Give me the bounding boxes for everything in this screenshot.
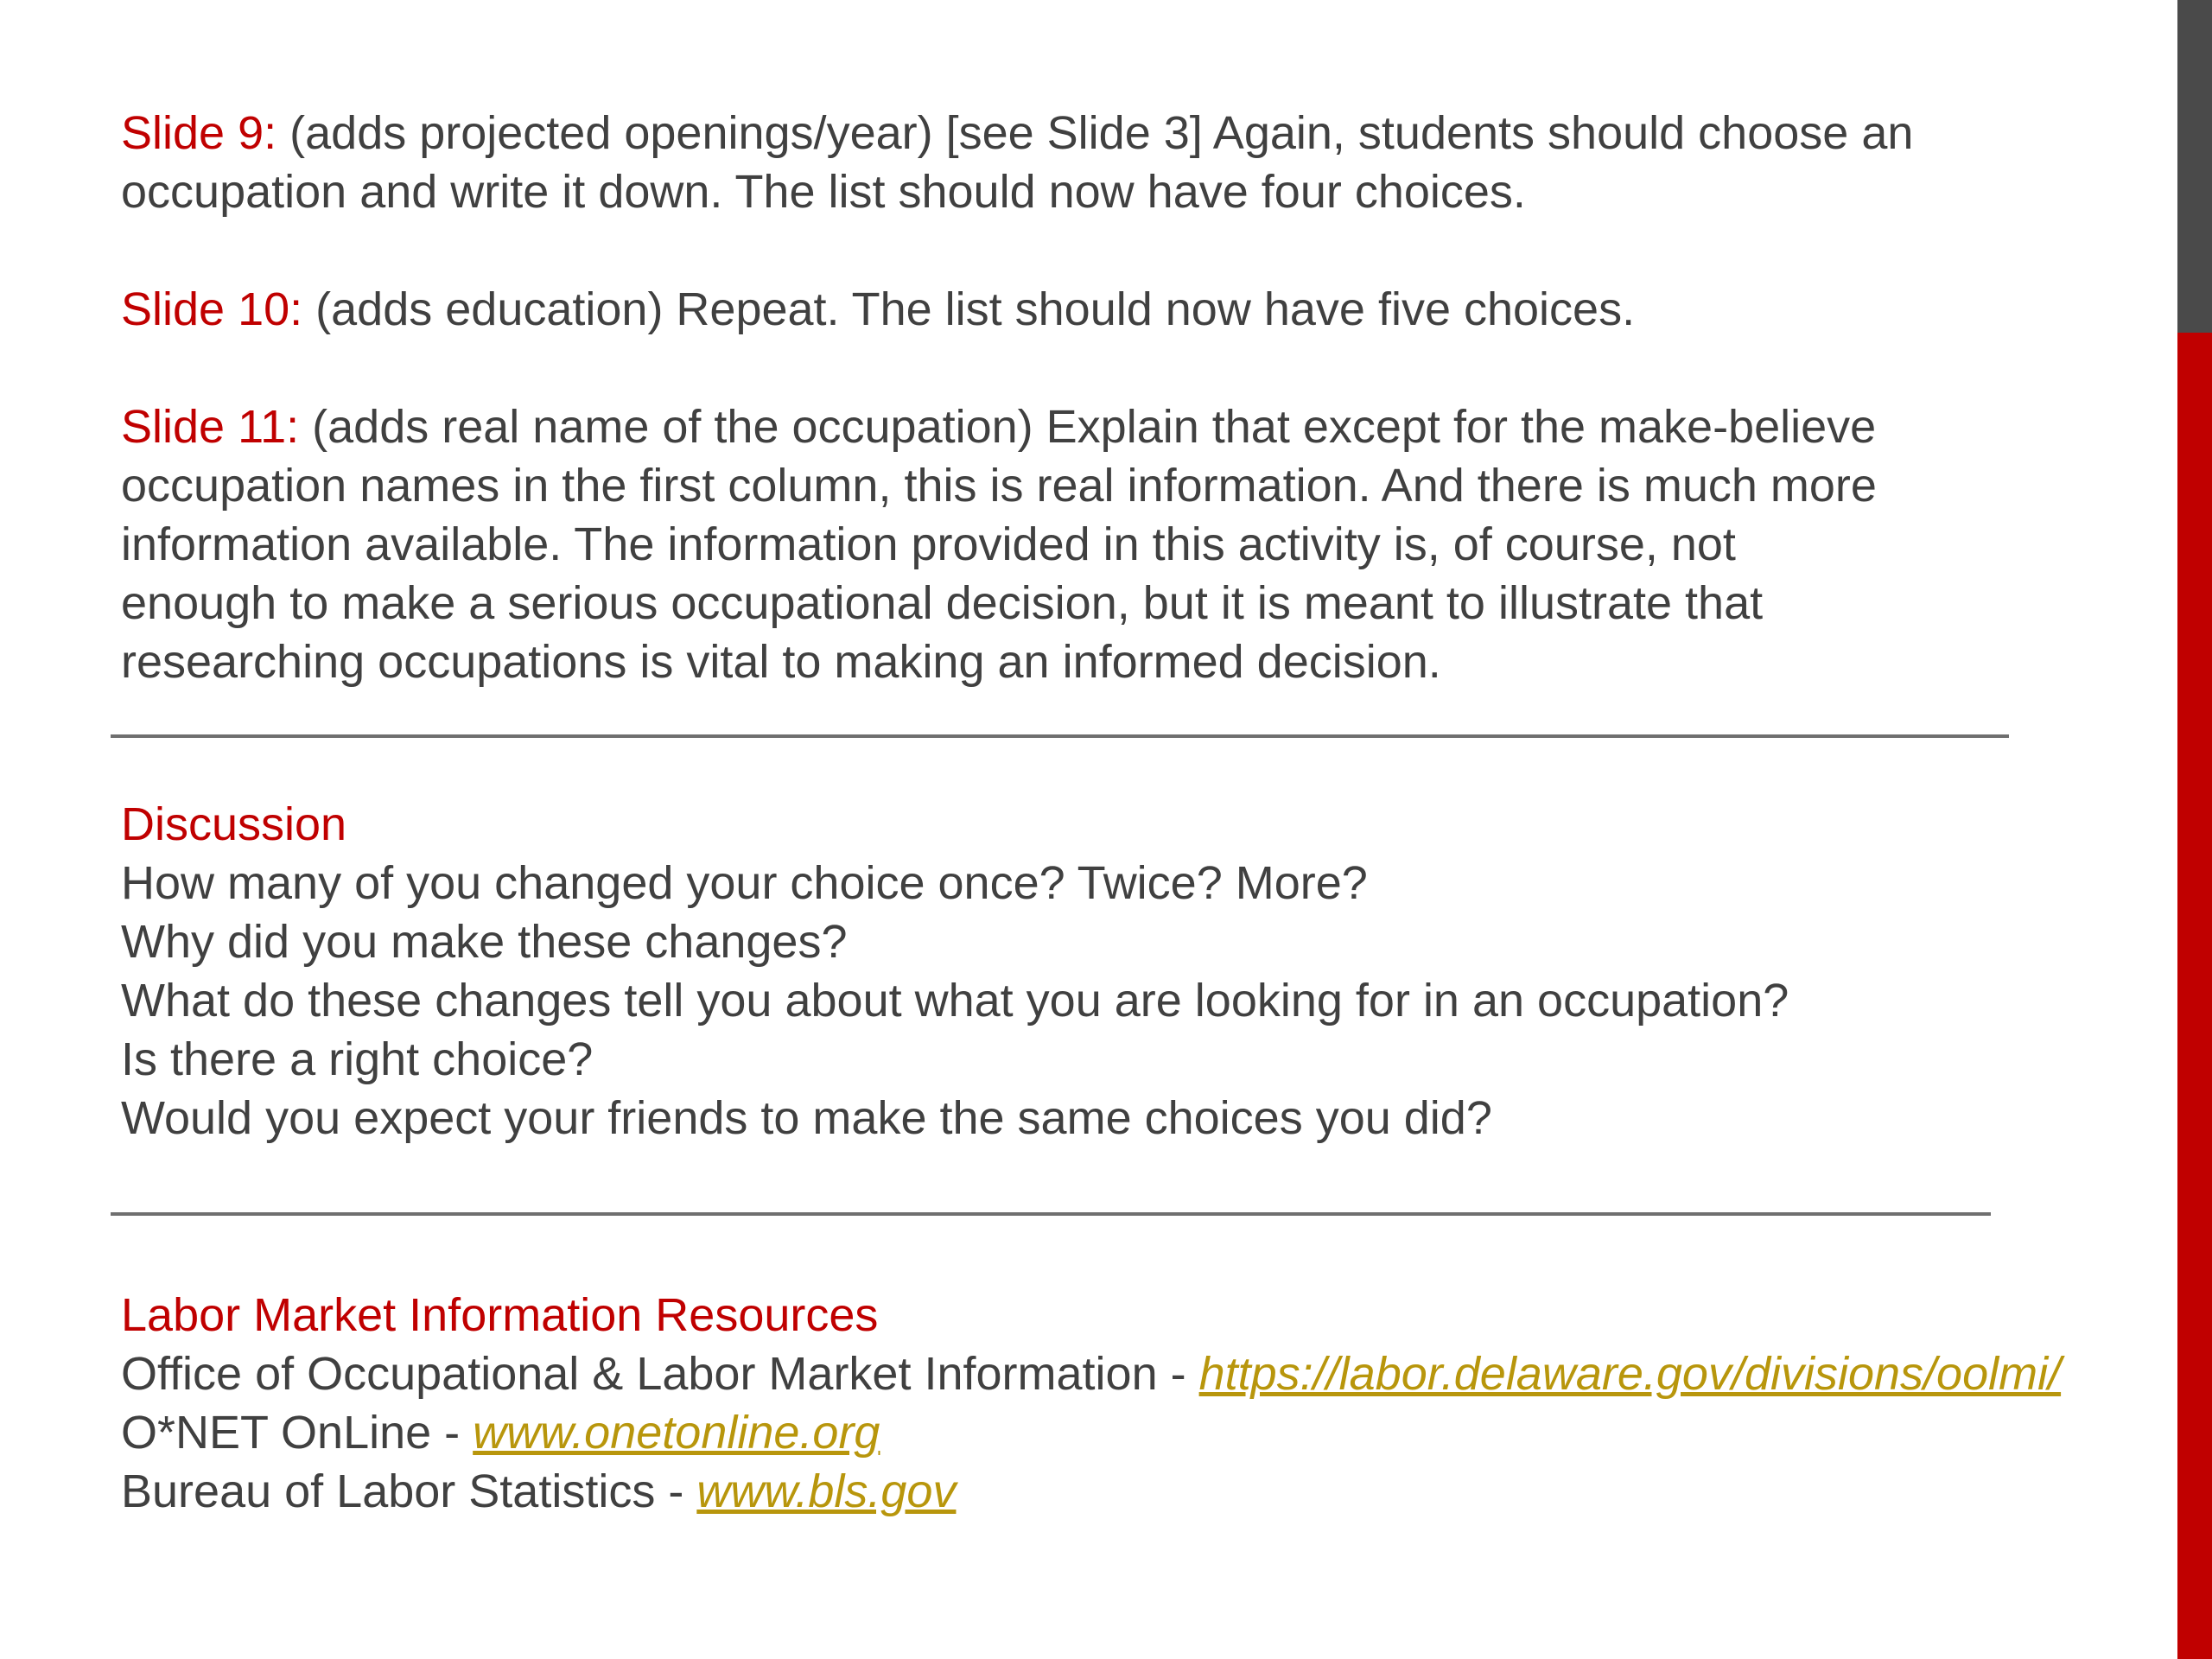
note-slide-10 xyxy=(121,280,2134,339)
resource-item xyxy=(121,1344,2061,1403)
discussion-question: Why did you make these changes? xyxy=(121,916,848,968)
note-text: (adds education) Repeat. The list should now have five choices. xyxy=(315,283,1636,335)
note-text: (adds projected openings/year) [see Slide 3] Again, students should choose an occupation and write it down. The list should now have four choices. xyxy=(121,107,1914,218)
resource-item xyxy=(121,1462,2061,1521)
discussion-question: Is there a right choice? xyxy=(121,1033,594,1085)
resource-name: Bureau of Labor Statistics - xyxy=(121,1465,697,1517)
accent-sidebar xyxy=(2177,0,2212,1659)
note-label: Slide 9: xyxy=(121,107,277,159)
resource-link-onet[interactable]: www.onetonline.org xyxy=(473,1407,880,1459)
resource-name: O*NET OnLine - xyxy=(121,1407,474,1459)
resource-item xyxy=(121,1403,2061,1462)
note-label: Slide 11: xyxy=(121,401,300,453)
discussion-question: How many of you changed your choice once? Twice? More? xyxy=(121,857,1368,909)
resource-name: Office of Occupational & Labor Market Information - xyxy=(121,1348,1199,1400)
resources-section xyxy=(121,1286,2061,1521)
note-text: (adds real name of the occupation) Explain that except for the make-believe occupation names in the first column, this is real information. And there is much more information available. The information provided in this activity is, of course, not enough to make a serious occupational decision, but it is meant to illustrate that researching occupations is vital to making an informed decision. xyxy=(121,401,1877,688)
divider xyxy=(111,734,2009,738)
discussion-question: Would you expect your friends to make the same choices you did? xyxy=(121,1092,1492,1144)
resources-heading: Labor Market Information Resources xyxy=(121,1289,879,1341)
discussion-question: What do these changes tell you about what you are looking for in an occupation? xyxy=(121,975,1789,1027)
divider xyxy=(111,1212,1991,1216)
slide-notes xyxy=(121,104,2134,691)
resource-link-bls[interactable]: www.bls.gov xyxy=(696,1465,957,1517)
discussion-section xyxy=(121,795,1789,1147)
resource-link-oolmi[interactable]: https://labor.delaware.gov/divisions/oolmi/ xyxy=(1198,1348,2062,1400)
discussion-heading: Discussion xyxy=(121,798,347,850)
note-label: Slide 10: xyxy=(121,283,303,335)
sidebar-top-block xyxy=(2177,0,2212,333)
note-slide-11 xyxy=(121,397,1901,691)
note-slide-9 xyxy=(121,104,1918,221)
